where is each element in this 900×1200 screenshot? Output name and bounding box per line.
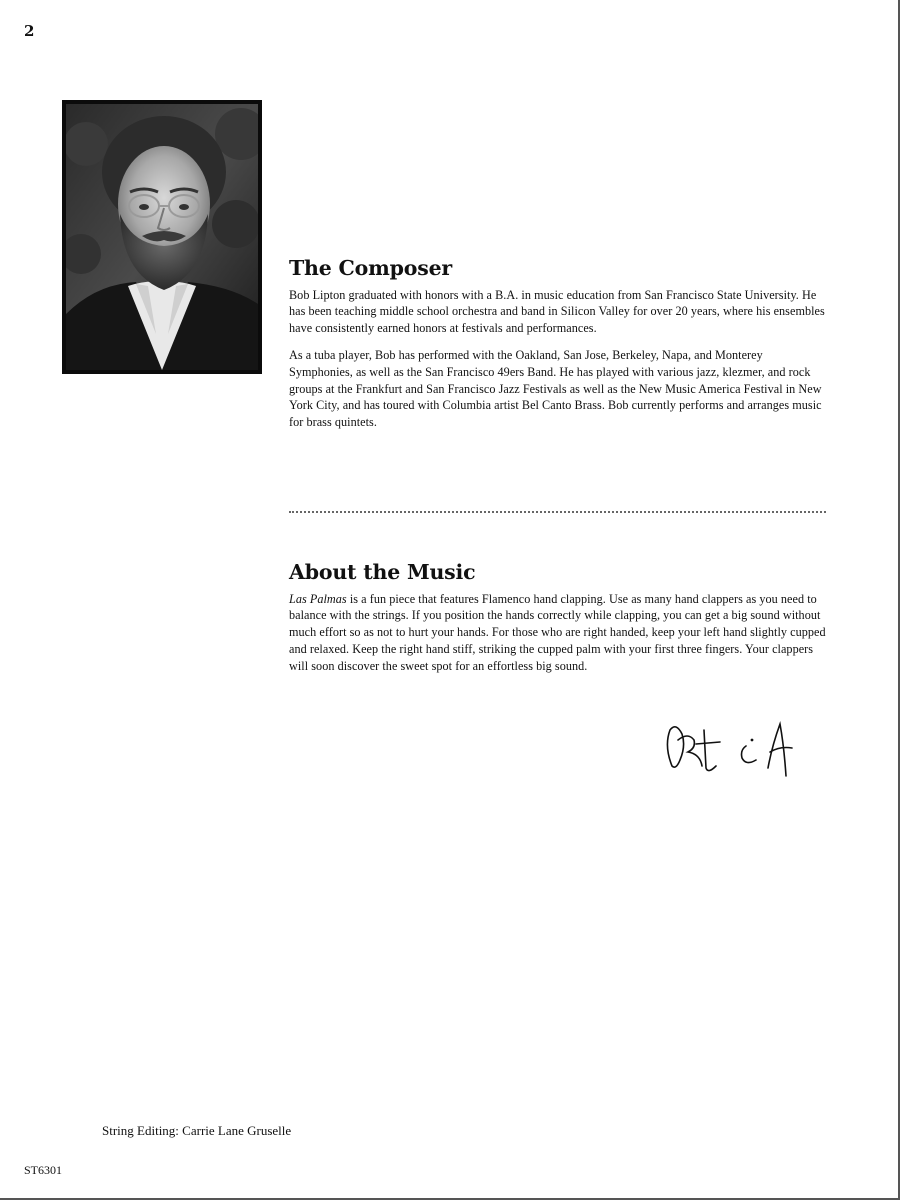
signature-icon [660, 716, 800, 786]
composer-paragraph-2: As a tuba player, Bob has performed with the Oakland, San Jose, Berkeley, Napa, and Monterey Symphonies, as well as the San Francisco 49ers Band. He has played with various jazz, klezmer, and rock groups at the Frankfurt and San Francisco Jazz Festivals as well as the New Music America Festival in New York City, and has toured with Columbia artist Bel Canto Brass. Bob currently performs and arranges music for brass quintets. [289, 347, 822, 430]
dotted-divider [289, 511, 826, 513]
composer-signature [660, 716, 800, 786]
page-number: 2 [24, 22, 35, 40]
composer-photo [62, 100, 262, 374]
about-music-section [289, 560, 829, 685]
catalog-number: ST6301 [24, 1163, 63, 1177]
portrait-image [66, 104, 258, 370]
composer-section [289, 256, 829, 441]
about-music-paragraph [289, 591, 829, 675]
composer-heading: The Composer [289, 256, 453, 280]
composer-paragraph-1: Bob Lipton graduated with honors with a B.A. in music education from San Francisco State University. He has been teaching middle school orchestra and band in Silicon Valley for over 20 years, where his ensembles have consistently earned honors at festivals and performances. [289, 287, 825, 336]
piece-title: Las Palmas [289, 591, 347, 606]
string-editing-credit: String Editing: Carrie Lane Gruselle [102, 1123, 292, 1138]
about-music-text: is a fun piece that features Flamenco hand clapping. Use as many hand clappers as you need to balance with the strings. If you position the hands correctly while clapping, you can get a big sound without much effort so as not to hurt your hands. For those who are right handed, keep your left hand slightly cupped and relaxed. Keep the right hand stiff, striking the cupped palm with your first three fingers. Your clappers will soon discover the sweet spot for an effortless big sound. [289, 591, 826, 673]
about-music-heading: About the Music [289, 560, 476, 584]
